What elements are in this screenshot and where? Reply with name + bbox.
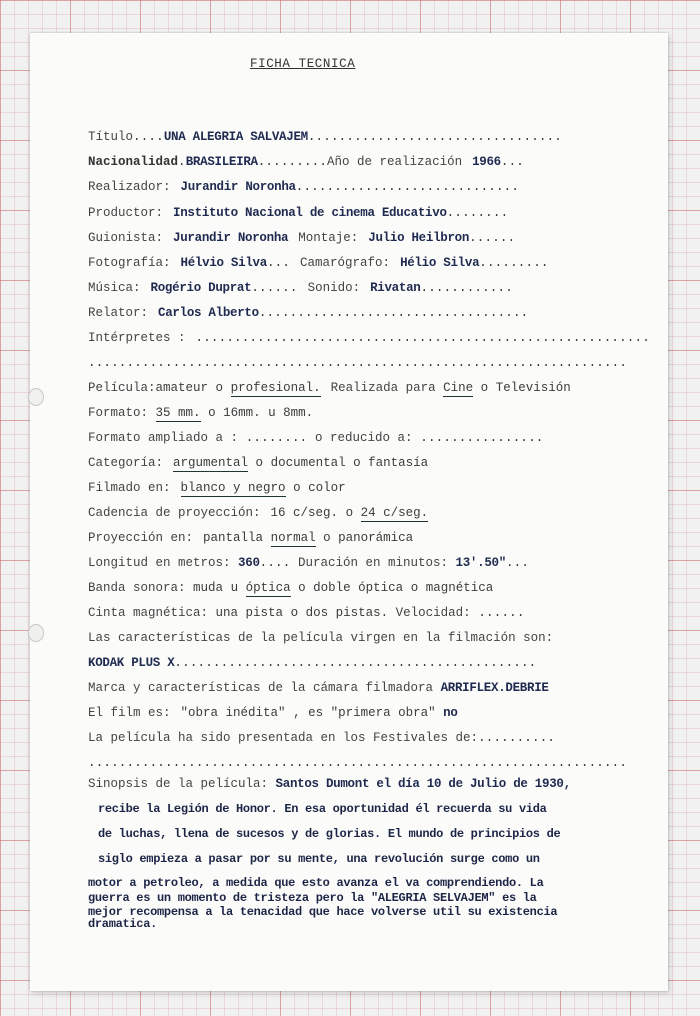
formato-or-1: o	[208, 406, 216, 420]
formato-opt-8mm: 8mm.	[283, 406, 314, 420]
row-relator: Relator: Carlos Alberto...................................	[88, 306, 529, 320]
cinta-opt-una-pista: una pista	[215, 606, 284, 620]
film-es-value: no	[443, 706, 458, 720]
pelicula-or-1: o	[215, 381, 224, 395]
realizada-label: Realizada para	[330, 381, 436, 395]
row-formato-ampliado: Formato ampliado a : ........ o reducido a: ................	[88, 431, 544, 445]
cadencia-opt-24: 24 c/seg.	[360, 506, 429, 520]
row-interpretes-continued: ......................................................................	[88, 356, 628, 370]
relator-value: Carlos Alberto	[158, 306, 259, 320]
categoria-or-1: o	[255, 456, 264, 470]
camarografo-value: Hélio Silva	[400, 256, 480, 270]
sinopsis-line-4: siglo empieza a pasar por su mente, una revolución surge como un	[98, 852, 540, 866]
proyeccion-label: Proyección en:	[88, 531, 194, 545]
row-filmado	[88, 481, 598, 499]
realizada-opt-television: Televisión	[495, 381, 571, 395]
sinopsis-line-8: dramatica.	[88, 917, 158, 931]
sinopsis-line-6: guerra es un momento de tristeza pero la "ALEGRIA SELVAJEM" es la	[88, 891, 537, 905]
row-pelicula	[88, 381, 598, 399]
sinopsis-line-1: Santos Dumont el día 10 de Julio de 1930,	[275, 777, 571, 791]
velocidad-label: Velocidad:	[395, 606, 471, 620]
film-es-sep: ,	[293, 706, 301, 720]
fotografia-value: Hélvio Silva	[180, 256, 267, 270]
banda-label: Banda sonora:	[88, 581, 186, 595]
film-es-opt-primera-obra: "primera obra"	[330, 706, 436, 720]
row-musica: Música: Rogério Duprat...... Sonido: Rivatan............	[88, 281, 513, 295]
banda-opt-doble-optica: doble óptica	[313, 581, 404, 595]
cinta-label: Cinta magnética:	[88, 606, 209, 620]
row-proyeccion	[88, 531, 598, 549]
cadencia-or-1: o	[345, 506, 354, 520]
film-es-opt-obra-inedita: "obra inédita"	[180, 706, 286, 720]
duracion-value: 13'.50"	[455, 556, 506, 570]
sinopsis-line-3: de luchas, llena de sucesos y de glorias. El mundo de principios de	[98, 827, 561, 841]
filmado-opt-color: color	[308, 481, 346, 495]
montaje-label: Montaje:	[298, 231, 359, 245]
nacionalidad-label: Nacionalidad	[88, 155, 179, 169]
proyeccion-opt-panoramica: panorámica	[338, 531, 414, 545]
realizador-value: Jurandir Noronha	[180, 180, 296, 194]
banda-or-2: o	[298, 581, 306, 595]
musica-label: Música:	[88, 281, 141, 295]
filmado-opt-blanco-y-negro: blanco y negro	[180, 481, 286, 495]
proyeccion-opt-normal: normal	[270, 531, 316, 545]
row-realizador: Realizador: Jurandir Noronha.............................	[88, 180, 520, 194]
marca-value: ARRIFLEX.DEBRIE	[440, 681, 549, 695]
row-productor: Productor: Instituto Nacional de cinema Educativo........	[88, 206, 509, 220]
productor-label: Productor:	[88, 206, 164, 220]
row-nacionalidad: Nacionalidad.BRASILEIRA.........Año de realización 1966...	[88, 155, 524, 169]
pelicula-or-2: o	[480, 381, 489, 395]
sinopsis-line-7: mejor recompensa a la tenacidad que hace volverse util su existencia	[88, 905, 558, 919]
realizador-label: Realizador:	[88, 180, 171, 194]
cadencia-label: Cadencia de proyección:	[88, 506, 261, 520]
ano-value: 1966	[472, 155, 501, 169]
titulo-value: UNA ALEGRIA SALVAJEM	[163, 130, 308, 144]
reducido-label: o reducido a:	[315, 431, 413, 445]
categoria-or-2: o	[353, 456, 361, 470]
row-guionista: Guionista: Jurandir Noronha Montaje: Julio Heilbron......	[88, 231, 516, 245]
montaje-value: Julio Heilbron	[368, 231, 470, 245]
banda-or-3: o	[410, 581, 419, 595]
longitud-label: Longitud en metros:	[88, 556, 231, 570]
film-es-label: El film es:	[88, 706, 171, 720]
duracion-label: Duración en minutos:	[297, 556, 449, 570]
punch-hole-bottom	[28, 624, 44, 642]
interpretes-label: Intérpretes :	[88, 331, 186, 345]
banda-opt-optica: óptica	[245, 581, 291, 595]
pelicula-opt-amateur: amateur	[155, 381, 209, 395]
categoria-label: Categoría:	[88, 456, 164, 470]
row-longitud: Longitud en metros: 360.... Duración en minutos: 13'.50"...	[88, 556, 530, 570]
row-titulo: Título....UNA ALEGRIA SALVAJEM.................................	[88, 130, 562, 144]
row-sinopsis	[88, 777, 598, 795]
row-categoria	[88, 456, 598, 474]
ano-label: Año de realización	[327, 155, 463, 169]
banda-or-1: u	[230, 581, 239, 595]
cadencia-opt-16: 16 c/seg.	[270, 506, 339, 520]
categoria-opt-argumental: argumental	[173, 456, 249, 470]
row-festivales-continued: ......................................................................	[88, 756, 628, 770]
sonido-label: Sonido:	[307, 281, 361, 295]
categoria-opt-fantasia: fantasía	[368, 456, 429, 470]
row-cadencia	[88, 506, 598, 524]
row-interpretes: Intérpretes : ...........................................................	[88, 331, 650, 345]
formato-label: Formato:	[88, 406, 149, 420]
pelicula-label: Película:	[88, 381, 156, 395]
row-marca	[88, 681, 598, 699]
formato-opt-35mm: 35 mm.	[155, 406, 201, 420]
sinopsis-label: Sinopsis de la película:	[88, 777, 269, 791]
musica-value: Rogério Duprat	[150, 281, 252, 295]
row-formato	[88, 406, 598, 424]
proyeccion-or-1: o	[323, 531, 331, 545]
camarografo-label: Camarógrafo:	[300, 256, 391, 270]
pelicula-opt-profesional: profesional.	[230, 381, 321, 395]
banda-opt-muda: muda	[193, 581, 224, 595]
row-banda	[88, 581, 598, 599]
productor-value: Instituto Nacional de cinema Educativo	[173, 206, 447, 220]
sinopsis-line-5: motor a petroleo, a medida que esto avanza el va comprendiendo. La	[88, 876, 544, 890]
marca-label: Marca y características de la cámara filmadora	[88, 681, 434, 695]
caracteristicas-value: KODAK PLUS X	[88, 656, 175, 670]
row-fotografia: Fotografía: Hélvio Silva... Camarógrafo: Hélio Silva.........	[88, 256, 549, 270]
formato-ampliado-label: Formato ampliado a :	[88, 431, 239, 445]
nacionalidad-value: BRASILEIRA	[185, 155, 258, 169]
cinta-opt-dos-pistas: dos pistas.	[305, 606, 389, 620]
sonido-value: Rivatan	[370, 281, 421, 295]
caracteristicas-label: Las características de la película virgen en la filmación son:	[88, 631, 554, 645]
row-cinta: Cinta magnética: una pista o dos pistas. Velocidad: ......	[88, 606, 525, 620]
relator-label: Relator:	[88, 306, 149, 320]
row-film-es	[88, 706, 598, 724]
longitud-value: 360	[238, 556, 260, 570]
page-title: FICHA TECNICA	[250, 57, 356, 71]
punch-hole-top	[28, 388, 44, 406]
proyeccion-opt-pantalla: pantalla	[203, 531, 264, 545]
film-es-label2: es	[308, 706, 324, 720]
row-caracteristicas-label	[88, 631, 598, 649]
guionista-value: Jurandir Noronha	[173, 231, 289, 245]
categoria-opt-documental: documental	[270, 456, 346, 470]
guionista-label: Guionista:	[88, 231, 164, 245]
festivales-label: La película ha sido presentada en los Festivales de:	[88, 731, 479, 745]
fotografia-label: Fotografía:	[88, 256, 171, 270]
titulo-label: Título	[88, 130, 134, 144]
formato-opt-16mm: 16mm.	[223, 406, 261, 420]
cinta-or-1: o	[290, 606, 299, 620]
filmado-or-1: o	[293, 481, 301, 495]
formato-or-2: u	[268, 406, 276, 420]
filmado-label: Filmado en:	[88, 481, 171, 495]
sinopsis-line-2: recibe la Legión de Honor. En esa oportunidad él recuerda su vida	[98, 802, 547, 816]
row-festivales: La película ha sido presentada en los Festivales de:..........	[88, 731, 556, 745]
realizada-opt-cine: Cine	[443, 381, 474, 395]
row-caracteristicas-value: KODAK PLUS X...............................................	[88, 656, 537, 670]
banda-opt-magnetica: magnética	[425, 581, 494, 595]
